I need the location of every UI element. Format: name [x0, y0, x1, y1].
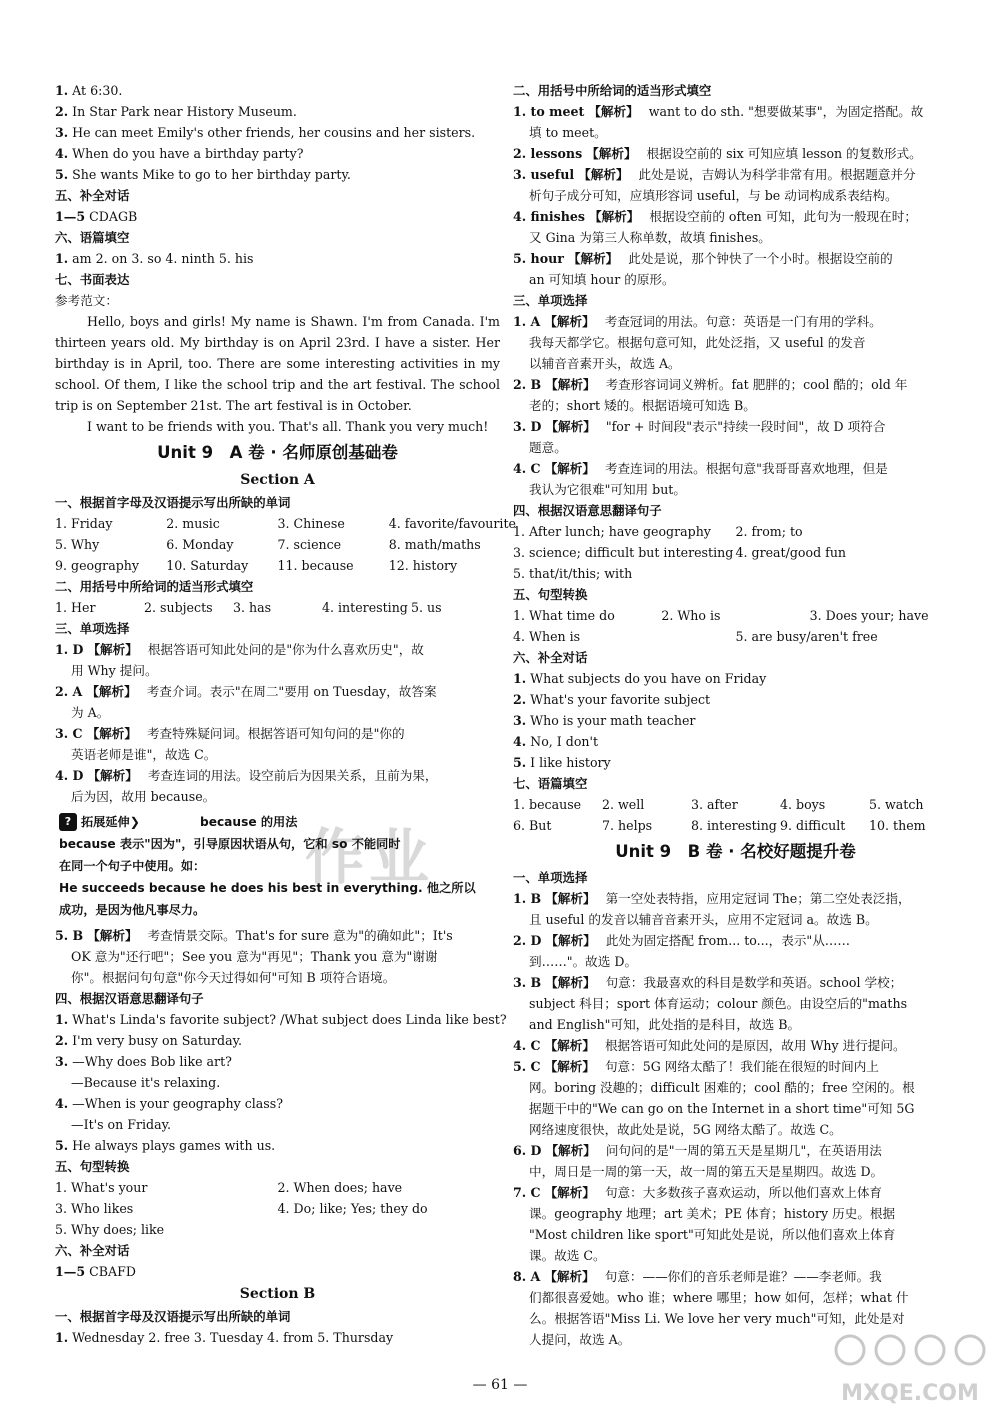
- answer-number: 3.: [513, 713, 527, 728]
- analysis-text: 第一空处表特指，应用定冠词 The；第二空处表泛指，: [605, 891, 911, 906]
- answer-number: 1. B: [513, 891, 542, 906]
- grid-cell: 5. Why: [55, 537, 100, 552]
- answer-grid-row: [55, 597, 500, 618]
- grid-cell: 4. favorite/favourite: [388, 516, 516, 531]
- extension-title: because 的用法: [199, 815, 298, 829]
- section-heading: 二、用括号中所给词的适当形式填空: [513, 83, 712, 98]
- answer-number: 1. A: [513, 314, 541, 329]
- analysis-item: [55, 925, 500, 946]
- extension-line: 在同一个句子中使用。如：: [59, 859, 206, 873]
- analysis-text: 句意：5G 网络太酷了！我们能在很短的时间内上: [604, 1059, 879, 1074]
- continuation-line: 我认为它很难"可知用 but。: [529, 482, 686, 497]
- continuation-line: 析句子成分可知，应填形容词 useful，与 be 动词构成系表结构。: [529, 188, 898, 203]
- continuation-line: 为 A。: [71, 705, 110, 720]
- answer-grid-row: [55, 1177, 500, 1198]
- grid-cell: 1. Her: [55, 600, 96, 615]
- answer-number: 5. hour: [513, 251, 564, 266]
- section-heading: 一、单项选择: [513, 870, 588, 885]
- analysis-tag: 【解析】: [87, 768, 138, 783]
- analysis-item: [55, 723, 500, 744]
- grid-cell: 4. great/good fun: [735, 545, 847, 560]
- section-title: Section A: [240, 472, 315, 488]
- answer-number: 1. D: [55, 642, 84, 657]
- analysis-tag: 【解析】: [544, 461, 595, 476]
- answer-text: I like history: [530, 755, 611, 770]
- answer-text: CDAGB: [89, 209, 138, 224]
- grid-cell: 2. subjects: [144, 600, 213, 615]
- analysis-text: 考查连词的用法。设空前后为因果关系，且前为果，: [147, 768, 438, 783]
- analysis-tag: 【解析】: [567, 251, 619, 266]
- analysis-item: [513, 888, 958, 909]
- analysis-item: [513, 1140, 958, 1161]
- continuation-line: 后为因，故用 because。: [71, 789, 216, 804]
- answer-line: [55, 206, 500, 227]
- page-number: — 61 —: [472, 1377, 528, 1393]
- answer-grid-row: [55, 1219, 500, 1240]
- grid-cell: [736, 563, 959, 584]
- analysis-text: 问句问的是"一周的第五天是星期几"，在英语用法: [605, 1143, 882, 1158]
- answer-number: 1.: [55, 251, 69, 266]
- answer-line: [55, 1051, 500, 1072]
- analysis-text: 考查介词。表示"在周二"要用 on Tuesday，故答案: [146, 684, 437, 699]
- grid-cell: 3. Does your; have: [809, 608, 929, 623]
- answer-line: [513, 689, 958, 710]
- extension-line: He succeeds because he does his best in everything. 他之所以: [59, 881, 476, 895]
- answer-number: 3.: [55, 1054, 69, 1069]
- answer-number: 4. finishes: [513, 209, 585, 224]
- answer-grid-row: [513, 563, 958, 584]
- answer-line: [55, 122, 500, 143]
- grid-cell: 1. Friday: [55, 516, 113, 531]
- analysis-item: [513, 143, 958, 164]
- grid-cell: 9. geography: [55, 558, 139, 573]
- grid-cell: 4. boys: [780, 797, 826, 812]
- analysis-tag: 【解析】: [544, 314, 595, 329]
- grid-cell: 5. watch: [869, 797, 924, 812]
- grid-cell: 7. science: [277, 537, 342, 552]
- grid-cell: 3. science; difficult but interesting: [513, 545, 734, 560]
- analysis-item: [513, 1266, 958, 1287]
- answer-number: 3. useful: [513, 167, 575, 182]
- section-heading: 六、补全对话: [513, 650, 588, 665]
- extension-line: 成功，是因为他凡事尽力。: [59, 903, 206, 917]
- analysis-text: 考查形容词词义辨析。fat 肥胖的；cool 酷的；old 年: [605, 377, 908, 392]
- answer-number: 2. D: [513, 933, 542, 948]
- answer-number: 4.: [55, 146, 69, 161]
- grid-cell: 7. helps: [602, 818, 653, 833]
- analysis-item: [513, 1056, 958, 1077]
- answer-text: When do you have a birthday party?: [72, 146, 304, 161]
- grid-cell: 4. Do; like; Yes; they do: [277, 1201, 428, 1216]
- answer-number: 5. C: [513, 1059, 541, 1074]
- section-heading: 五、补全对话: [55, 188, 130, 203]
- answer-text: At 6:30.: [72, 83, 123, 98]
- analysis-text: want to do sth. "想要做某事"，为固定搭配。故: [648, 104, 924, 119]
- analysis-item: [513, 1182, 958, 1203]
- answer-text: What's Linda's favorite subject? /What subject does Linda like best?: [72, 1012, 507, 1027]
- analysis-text: 句意：大多数孩子喜欢运动，所以他们喜欢上体育: [604, 1185, 882, 1200]
- analysis-tag: 【解析】: [545, 891, 596, 906]
- grid-cell: 12. history: [388, 558, 458, 573]
- answer-line: [55, 101, 500, 122]
- answer-line: [55, 1009, 507, 1030]
- analysis-item: [55, 681, 500, 702]
- continuation-line: 么。根据答语"Miss Li. We love her very much"可知，此处是对: [529, 1311, 905, 1326]
- bulb-icon: ?: [59, 813, 77, 831]
- answer-line: [513, 710, 958, 731]
- grid-cell: 4. interesting: [322, 600, 408, 615]
- continuation-line: 中，周日是一周的第一天，故一周的第五天是星期四。故选 D。: [529, 1164, 884, 1179]
- grid-cell: 5. that/it/this; with: [513, 566, 633, 581]
- analysis-tag: 【解析】: [544, 1269, 595, 1284]
- grid-cell: 2. well: [602, 797, 645, 812]
- answer-number: 6. D: [513, 1143, 542, 1158]
- answer-text: Who is your math teacher: [530, 713, 696, 728]
- grid-cell: 3. Who likes: [55, 1201, 134, 1216]
- continuation-line: 题意。: [529, 440, 567, 455]
- continuation-line: 以辅音音素开头，故选 A。: [529, 356, 681, 371]
- analysis-tag: 【解析】: [588, 209, 640, 224]
- answer-text: Wednesday 2. free 3. Tuesday 4. from 5. Thursday: [72, 1330, 394, 1345]
- continuation-line: and English"可知，此处指的是科目，故选 B。: [529, 1017, 801, 1032]
- answer-line: [55, 80, 500, 101]
- analysis-item: [513, 248, 958, 269]
- analysis-text: 根据设空前的 often 可知，此句为一般现在时；: [649, 209, 917, 224]
- analysis-item: [513, 101, 958, 122]
- analysis-tag: 【解析】: [578, 167, 629, 182]
- analysis-item: [55, 765, 500, 786]
- grid-cell: 6. Monday: [166, 537, 234, 552]
- answer-text: In Star Park near History Museum.: [72, 104, 297, 119]
- continuation-line: —It's on Friday.: [71, 1117, 172, 1132]
- continuation-line: 到……"。故选 D。: [529, 954, 638, 969]
- answer-number: 4.: [55, 1096, 69, 1111]
- answer-number: 4. C: [513, 1038, 541, 1053]
- section-heading: 三、单项选择: [513, 293, 588, 308]
- continuation-line: 填 to meet。: [529, 125, 607, 140]
- answer-number: 4.: [513, 734, 527, 749]
- grid-cell: 1. because: [513, 797, 582, 812]
- continuation-line: 我每天都学它。根据句意可知，此处泛指，又 useful 的发音: [529, 335, 866, 350]
- answer-number: 1.: [55, 1012, 69, 1027]
- continuation-line: 英语老师是谁"，故选 C。: [71, 747, 217, 762]
- section-heading: 四、根据汉语意思翻译句子: [55, 991, 204, 1006]
- essay-closing: I want to be friends with you. That's all. Thank you very much!: [87, 419, 489, 434]
- analysis-tag: 【解析】: [545, 377, 596, 392]
- extension-line: because 表示"因为"，引导原因状语从句，它和 so 不能同时: [59, 837, 401, 851]
- answer-text: I'm very busy on Saturday.: [72, 1033, 243, 1048]
- grid-cell: 10. Saturday: [166, 558, 249, 573]
- section-heading: 六、补全对话: [55, 1243, 130, 1258]
- answer-line: [55, 1093, 500, 1114]
- answer-grid-row: [55, 513, 516, 534]
- answer-number: 5.: [513, 755, 527, 770]
- answer-text: CBAFD: [89, 1264, 136, 1279]
- continuation-line: "Most children like sport"可知此处是说，所以他们喜欢上体育: [529, 1227, 896, 1242]
- answer-line: [55, 143, 500, 164]
- right-column: [513, 80, 958, 1350]
- grid-cell: 8. interesting: [691, 818, 777, 833]
- essay-paragraph: [55, 311, 500, 416]
- answer-grid-row: [55, 555, 500, 576]
- analysis-tag: 【解析】: [544, 1038, 595, 1053]
- grid-cell: [278, 1219, 501, 1240]
- grid-cell: 2. from; to: [735, 524, 803, 539]
- section-heading: 一、根据首字母及汉语提示写出所缺的单词: [55, 1309, 291, 1324]
- grid-cell: 8. math/maths: [388, 537, 481, 552]
- grid-cell: 3. has: [233, 600, 272, 615]
- answer-text: am 2. on 3. so 4. ninth 5. his: [72, 251, 254, 266]
- analysis-text: 考查冠词的用法。句意：英语是一门有用的学科。: [604, 314, 882, 329]
- answer-text: What's your favorite subject: [530, 692, 711, 707]
- analysis-tag: 【解析】: [544, 1185, 595, 1200]
- answer-text: 参考范文：: [55, 293, 118, 308]
- answer-line: [55, 1135, 500, 1156]
- answer-number: 2.: [55, 104, 69, 119]
- analysis-item: [513, 206, 958, 227]
- answer-number: 1—5: [55, 1264, 86, 1279]
- analysis-text: 考查特殊疑问词。根据答语可知句问的是"你的: [146, 726, 405, 741]
- answer-number: 2. A: [55, 684, 83, 699]
- grid-cell: 2. music: [166, 516, 220, 531]
- analysis-tag: 【解析】: [86, 726, 137, 741]
- analysis-item: [513, 374, 958, 395]
- answer-text: —Why does Bob like art?: [72, 1054, 232, 1069]
- analysis-item: [513, 416, 958, 437]
- answer-grid-row: [513, 605, 958, 626]
- answer-text: She wants Mike to go to her birthday party.: [72, 167, 351, 182]
- continuation-line: 课。故选 C。: [529, 1248, 606, 1263]
- grid-cell: 10. them: [869, 818, 926, 833]
- grid-cell: 3. Chinese: [277, 516, 345, 531]
- grid-cell: 1. What time do: [513, 608, 615, 623]
- answer-line: [55, 290, 500, 311]
- analysis-tag: 【解析】: [87, 928, 138, 943]
- answer-number: 4. C: [513, 461, 541, 476]
- grid-cell: 2. When does; have: [277, 1180, 403, 1195]
- answer-grid-row: [513, 815, 958, 836]
- answer-grid-row: [55, 534, 500, 555]
- analysis-tag: 【解析】: [545, 1143, 596, 1158]
- grid-cell: 5. are busy/aren't free: [735, 629, 878, 644]
- answer-text: —When is your geography class?: [72, 1096, 283, 1111]
- analysis-tag: 【解析】: [87, 642, 138, 657]
- section-heading: 五、句型转换: [513, 587, 588, 602]
- answer-grid-row: [55, 1198, 500, 1219]
- analysis-text: 根据答语可知此处问的是"你为什么喜欢历史"，故: [147, 642, 424, 657]
- answer-grid-row: [513, 521, 958, 542]
- analysis-tag: 【解析】: [545, 975, 596, 990]
- continuation-line: 你"。根据问句句意"你今天过得如何"可知 B 项符合语境。: [71, 970, 396, 985]
- answer-number: 3.: [55, 125, 69, 140]
- watermark-logo: [830, 1320, 995, 1410]
- answer-line: [513, 668, 958, 689]
- analysis-item: [513, 458, 958, 479]
- continuation-line: 又 Gina 为第三人称单数，故填 finishes。: [529, 230, 771, 245]
- grid-cell: 1. After lunch; have geography: [513, 524, 711, 539]
- answer-number: 5.: [55, 167, 69, 182]
- section-title: Section B: [239, 1286, 316, 1302]
- answer-number: 2. B: [513, 377, 542, 392]
- analysis-text: 根据答语可知此处问的是原因，故用 Why 进行提问。: [604, 1038, 906, 1053]
- answer-number: 1.: [55, 1330, 69, 1345]
- continuation-line: 用 Why 提问。: [71, 663, 158, 678]
- continuation-line: 据题干中的"We can go on the Internet in a short time"可知 5G: [529, 1101, 915, 1116]
- answer-number: 3. D: [513, 419, 542, 434]
- answer-text: He can meet Emily's other friends, her cousins and her sisters.: [72, 125, 476, 140]
- answer-number: 1. to meet: [513, 104, 585, 119]
- extension-box: [55, 809, 500, 923]
- section-heading: 一、根据首字母及汉语提示写出所缺的单词: [55, 495, 291, 510]
- analysis-tag: 【解析】: [544, 1059, 595, 1074]
- continuation-line: —Because it's relaxing.: [71, 1075, 221, 1090]
- answer-number: 1—5: [55, 209, 86, 224]
- continuation-line: an 可知填 hour 的原形。: [529, 272, 675, 287]
- answer-line: [513, 752, 958, 773]
- grid-cell: 4. When is: [513, 629, 581, 644]
- analysis-text: 此处是说，吉姆认为科学非常有用。根据题意并分: [638, 167, 916, 182]
- answer-number: 2. lessons: [513, 146, 583, 161]
- answer-line: [513, 731, 958, 752]
- unit-title: Unit 9 B 卷 · 名校好题提升卷: [615, 842, 856, 861]
- extension-header: [59, 811, 496, 833]
- section-heading: 七、书面表达: [55, 272, 130, 287]
- answer-number: 7. C: [513, 1185, 541, 1200]
- section-heading: 三、单项选择: [55, 621, 130, 636]
- continuation-line: 们都很喜爱她。who 谁；where 哪里；how 如何，怎样；what 什: [529, 1290, 909, 1305]
- grid-cell: 6. But: [513, 818, 552, 833]
- grid-cell: 5. Why does; like: [55, 1222, 165, 1237]
- analysis-tag: 【解析】: [588, 104, 639, 119]
- section-heading: 六、语篇填空: [55, 230, 130, 245]
- grid-cell: 11. because: [277, 558, 354, 573]
- answer-line: [55, 1030, 500, 1051]
- answer-number: 2.: [55, 1033, 69, 1048]
- grid-cell: 9. difficult: [780, 818, 846, 833]
- analysis-item: [513, 930, 958, 951]
- analysis-tag: 【解析】: [545, 933, 596, 948]
- continuation-line: 且 useful 的发音以辅音音素开头，应用不定冠词 a。故选 B。: [529, 912, 878, 927]
- grid-cell: 3. after: [691, 797, 738, 812]
- answer-grid-row: [513, 794, 958, 815]
- grid-cell: 2. Who is: [661, 608, 721, 623]
- analysis-item: [55, 639, 500, 660]
- section-heading: 五、句型转换: [55, 1159, 130, 1174]
- continuation-line: subject 科目；sport 体育运动；colour 颜色。由设空后的"maths: [529, 996, 908, 1011]
- continuation-line: 老的；short 矮的。根据语境可知选 B。: [529, 398, 756, 413]
- answer-line: [55, 164, 500, 185]
- watermark-text: 作业: [305, 823, 433, 893]
- unit-title: Unit 9 A 卷 · 名师原创基础卷: [157, 443, 398, 462]
- analysis-text: 根据设空前的 six 可知应填 lesson 的复数形式。: [646, 146, 922, 161]
- analysis-text: 句意：——你们的音乐老师是谁？——李老师。我: [604, 1269, 882, 1284]
- answer-number: 8. A: [513, 1269, 541, 1284]
- svg-text:MXQE.COM: MXQE.COM: [841, 1381, 979, 1406]
- grid-cell: 1. What's your: [55, 1180, 148, 1195]
- answer-number: 1.: [513, 671, 527, 686]
- extension-tag: [59, 811, 140, 833]
- answer-number: 3. B: [513, 975, 542, 990]
- answer-number: 5.: [55, 1138, 69, 1153]
- continuation-line: 人提问，故选 A。: [529, 1332, 631, 1347]
- answer-number: 5. B: [55, 928, 84, 943]
- analysis-item: [513, 972, 958, 993]
- continuation-line: 课。geography 地理；art 美术；PE 体育；history 历史。根据: [529, 1206, 896, 1221]
- answer-grid-row: [513, 542, 958, 563]
- answer-number: 1.: [55, 83, 69, 98]
- section-heading: 四、根据汉语意思翻译句子: [513, 503, 662, 518]
- left-column: [55, 80, 516, 1348]
- answer-number: 3. C: [55, 726, 83, 741]
- analysis-text: "for + 时间段"表示"持续一段时间"，故 D 项符合: [605, 419, 886, 434]
- continuation-line: OK 意为"还行吧"；See you 意为"再见"；Thank you 意为"谢谢: [71, 949, 438, 964]
- analysis-tag: 【解析】: [86, 684, 137, 699]
- essay-text: Hello, boys and girls! My name is Shawn. I'm from Canada. I'm thirteen years old. My birthday is on April 23rd. I have a sister. Her birthday is in April, too. There are some interesting activities in my school. Of them, I like the school trip and the art festival. The school trip is on September 21st. The art festival is in October.: [55, 314, 500, 413]
- analysis-text: 考查情景交际。That's for sure 意为"的确如此"；It's: [147, 928, 453, 943]
- grid-cell: 5. us: [411, 600, 442, 615]
- answer-line: [55, 1327, 500, 1348]
- extension-label: 拓展延伸: [81, 815, 130, 829]
- analysis-text: 考查连词的用法。根据句意"我哥哥喜欢地理，但是: [604, 461, 888, 476]
- analysis-tag: 【解析】: [586, 146, 637, 161]
- answer-grid-row: [513, 626, 958, 647]
- section-heading: 七、语篇填空: [513, 776, 588, 791]
- section-heading: 二、用括号中所给词的适当形式填空: [55, 579, 254, 594]
- answer-number: 4. D: [55, 768, 84, 783]
- answer-line: [55, 248, 500, 269]
- analysis-item: [513, 311, 958, 332]
- analysis-tag: 【解析】: [545, 419, 596, 434]
- answer-text: No, I don't: [530, 734, 599, 749]
- analysis-text: 此处是说，那个钟快了一个小时。根据设空前的: [628, 251, 893, 266]
- continuation-line: 网。boring 没趣的；difficult 困难的；cool 酷的；free 空闲的。根: [529, 1080, 915, 1095]
- analysis-text: 句意：我最喜欢的科目是数学和英语。school 学校；: [605, 975, 903, 990]
- chevron-right-icon: ❯: [129, 815, 140, 829]
- continuation-line: 网络速度很快，故此处是说，5G 网络太酷了。故选 C。: [529, 1122, 842, 1137]
- answer-number: 2.: [513, 692, 527, 707]
- answer-line: [55, 1261, 500, 1282]
- answer-text: He always plays games with us.: [72, 1138, 276, 1153]
- answer-text: What subjects do you have on Friday: [530, 671, 767, 686]
- analysis-item: [513, 1035, 958, 1056]
- analysis-item: [513, 164, 958, 185]
- analysis-text: 此处为固定搭配 from... to...，表示"从……: [605, 933, 850, 948]
